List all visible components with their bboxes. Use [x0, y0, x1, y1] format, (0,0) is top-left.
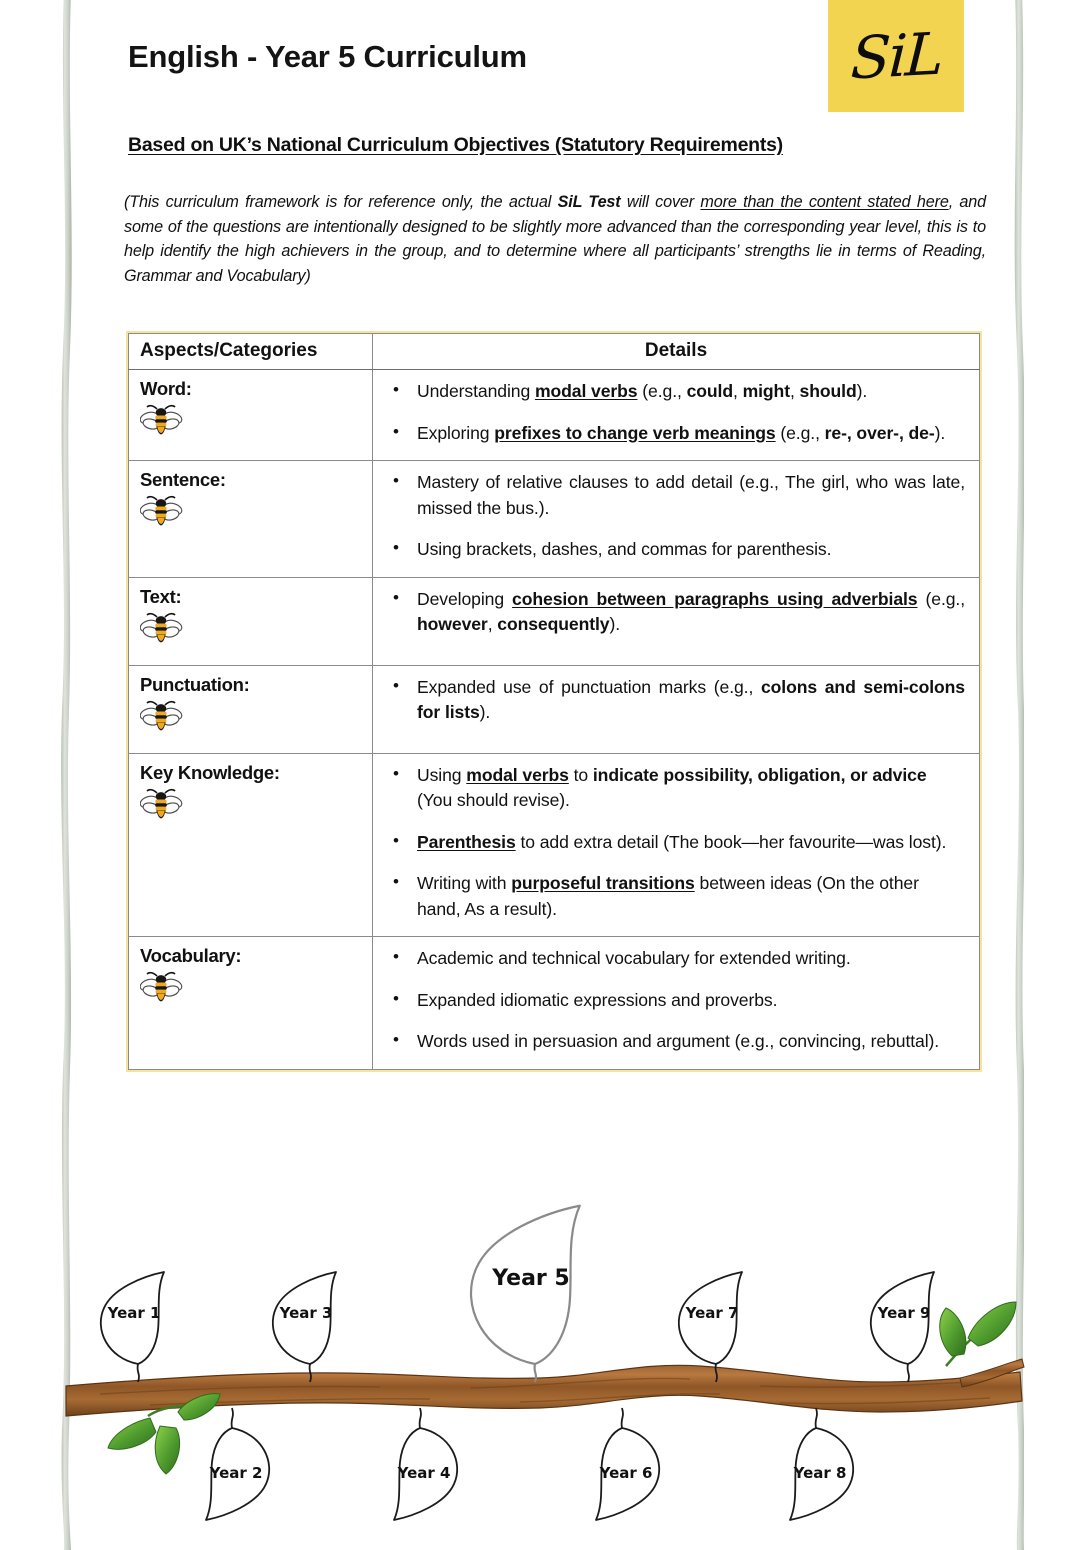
detail-item [381, 988, 965, 1014]
table-row [129, 461, 980, 578]
detail-text: Developing [417, 588, 513, 609]
header-cell-aspects [129, 334, 373, 370]
year-leaf-8[interactable] [790, 1408, 853, 1520]
note-underline-more-than: more than the content stated here [700, 193, 949, 211]
bee-icon [140, 788, 184, 822]
curriculum-table [128, 333, 980, 1070]
year-leaf-9[interactable] [871, 1272, 934, 1382]
detail-bold: should [799, 381, 857, 401]
leaf-stem [535, 1364, 536, 1382]
detail-text: Mastery of relative clauses to add detail (e.g., The girl, who was late, missed the bus.). [417, 472, 965, 518]
year-leaf-1[interactable] [101, 1272, 164, 1382]
header-label-aspects: Aspects/Categories [140, 340, 318, 361]
details-list [381, 470, 965, 563]
leaf-stem [232, 1408, 233, 1428]
category-cell [129, 937, 373, 1070]
detail-item [381, 871, 965, 922]
detail-bold: could [686, 381, 733, 401]
detail-text: ). [934, 422, 946, 443]
year-leaf-5[interactable] [471, 1206, 580, 1382]
detail-item [381, 1029, 965, 1055]
detail-text: Exploring [417, 422, 495, 443]
category-label: Text: [140, 585, 182, 607]
bee-icon [140, 495, 184, 529]
details-cell [373, 461, 980, 578]
detail-bold: however [417, 614, 488, 634]
detail-text: (e.g., [917, 588, 965, 609]
detail-item [381, 946, 965, 972]
detail-text: Words used in persuasion and argument (e.g., convincing, rebuttal). [417, 1031, 940, 1051]
curriculum-table-frame [126, 331, 982, 1072]
detail-bold: consequently [497, 614, 610, 634]
category-cell [129, 461, 373, 578]
bee-icon-wrapper [140, 788, 364, 827]
detail-text: ). [479, 702, 491, 722]
details-cell [373, 665, 980, 753]
detail-item [381, 421, 965, 447]
year-leaf-label: Year 3 [279, 1304, 333, 1322]
detail-text: Understanding [417, 381, 535, 401]
note-seg-2: will cover [620, 193, 701, 211]
document-header [128, 19, 988, 132]
detail-bold-underline: Parenthesis [417, 831, 516, 852]
green-leaf-sprig-right [940, 1302, 1016, 1366]
category-cell [129, 665, 373, 753]
detail-bold: indicate possibility, obligation, or advice [592, 764, 927, 785]
detail-text: Using brackets, dashes, and commas for parenthesis. [417, 539, 832, 559]
detail-text: (e.g., [775, 422, 825, 443]
details-list [381, 946, 965, 1055]
table-row [129, 665, 980, 753]
note-seg-1: (This curriculum framework is for reference only, the actual [124, 193, 558, 211]
category-label: Sentence: [140, 469, 226, 490]
detail-text: Writing with [417, 873, 512, 893]
detail-bold: re-, over-, de- [824, 422, 935, 443]
bee-icon-wrapper [140, 404, 364, 443]
detail-bold-underline: cohesion between paragraphs using adverbials [512, 588, 918, 609]
details-cell [373, 370, 980, 461]
details-list [381, 587, 965, 638]
year-leaf-label: Year 7 [685, 1304, 739, 1322]
category-label: Punctuation: [140, 673, 250, 695]
table-row [129, 370, 980, 461]
year-leaf-label: Year 6 [599, 1464, 653, 1482]
detail-text: Expanded use of punctuation marks (e.g., [417, 676, 761, 697]
details-list [381, 675, 965, 726]
bee-icon-wrapper [140, 971, 364, 1010]
table-row [129, 937, 980, 1070]
details-list [381, 763, 965, 923]
detail-item [381, 763, 965, 814]
year-leaf-label: Year 4 [397, 1464, 451, 1482]
header-label-details: Details [644, 340, 708, 361]
details-cell [373, 577, 980, 665]
year-leaf-label: Year 2 [209, 1464, 263, 1482]
year-leaf-4[interactable] [394, 1408, 457, 1520]
bee-icon-wrapper [140, 495, 364, 534]
year-leaf-6[interactable] [596, 1408, 659, 1520]
category-cell [129, 753, 373, 937]
detail-text: , [732, 381, 743, 401]
table-body [129, 370, 980, 1070]
detail-text: (You should revise). [417, 790, 570, 810]
note-seg-3: , and some of the questions are intentionally designed to be slightly more advanced than the corresponding year level, this is to help identify the high achievers in the group, and to determine where all participants’ strengths lie in terms of Reading, Grammar and Vocabulary) [124, 193, 986, 285]
sil-logo-text: SiL [848, 19, 944, 93]
leaf-stem [816, 1408, 817, 1428]
year-branch-illustration [0, 1196, 1085, 1536]
detail-text: ). [609, 614, 621, 634]
detail-text: (e.g., [637, 381, 687, 401]
category-cell [129, 577, 373, 665]
detail-bold: colons and semi-colons for lists [417, 676, 965, 722]
leaf-stem [908, 1364, 909, 1382]
detail-text: , [487, 614, 498, 634]
year-leaves-group [101, 1206, 934, 1520]
page-title: English - Year 5 Curriculum [128, 39, 527, 74]
category-label: Key Knowledge: [140, 761, 280, 783]
detail-text: to [568, 764, 593, 785]
details-list [381, 379, 965, 446]
category-label: Vocabulary: [140, 945, 242, 966]
sil-logo [828, 0, 964, 112]
detail-text: Academic and technical vocabulary for extended writing. [417, 948, 851, 968]
leaf-stem [138, 1364, 139, 1382]
curriculum-subtitle: Based on UK’s National Curriculum Objectives (Statutory Requirements) [128, 134, 783, 156]
detail-item [381, 675, 965, 726]
bee-icon-wrapper [140, 700, 364, 739]
year-leaf-label: Year 9 [877, 1304, 931, 1322]
bee-icon [140, 404, 184, 438]
detail-bold-underline: modal verbs [534, 381, 638, 401]
category-cell [129, 370, 373, 461]
bee-icon [140, 700, 184, 734]
detail-item [381, 537, 965, 563]
table-row [129, 577, 980, 665]
bee-icon [140, 971, 184, 1005]
note-bold-sil-test: SiL Test [557, 193, 621, 211]
details-cell [373, 753, 980, 937]
year-leaf-label: Year 8 [793, 1464, 847, 1482]
detail-item [381, 830, 965, 856]
detail-bold-underline: purposeful transitions [511, 873, 695, 893]
detail-bold-underline: prefixes to change verb meanings [494, 422, 776, 443]
bee-icon-wrapper [140, 612, 364, 651]
leaf-stem [622, 1408, 623, 1428]
detail-text: Expanded idiomatic expressions and proverbs. [417, 989, 778, 1010]
detail-text: Using [417, 764, 467, 785]
detail-item [381, 470, 965, 521]
detail-text: between ideas (On the other hand, As a result). [417, 873, 919, 919]
details-cell [373, 937, 980, 1070]
detail-item [381, 587, 965, 638]
year-leaf-label: Year 5 [492, 1265, 570, 1291]
year-leaf-3[interactable] [273, 1272, 336, 1382]
detail-text: ). [856, 381, 868, 401]
detail-bold-underline: modal verbs [466, 764, 569, 785]
category-label: Word: [140, 378, 192, 399]
table-header-row [129, 334, 980, 370]
table-row [129, 753, 980, 937]
bee-icon [140, 612, 184, 646]
detail-bold: might [742, 381, 790, 401]
detail-item [381, 379, 965, 405]
reference-note [124, 190, 986, 289]
header-cell-details [373, 334, 980, 370]
leaf-stem [420, 1408, 421, 1428]
detail-text: , [789, 381, 800, 401]
year-leaf-2[interactable] [206, 1408, 269, 1520]
year-leaf-label: Year 1 [107, 1304, 161, 1322]
detail-text: to add extra detail (The book—her favourite—was lost). [515, 831, 947, 852]
